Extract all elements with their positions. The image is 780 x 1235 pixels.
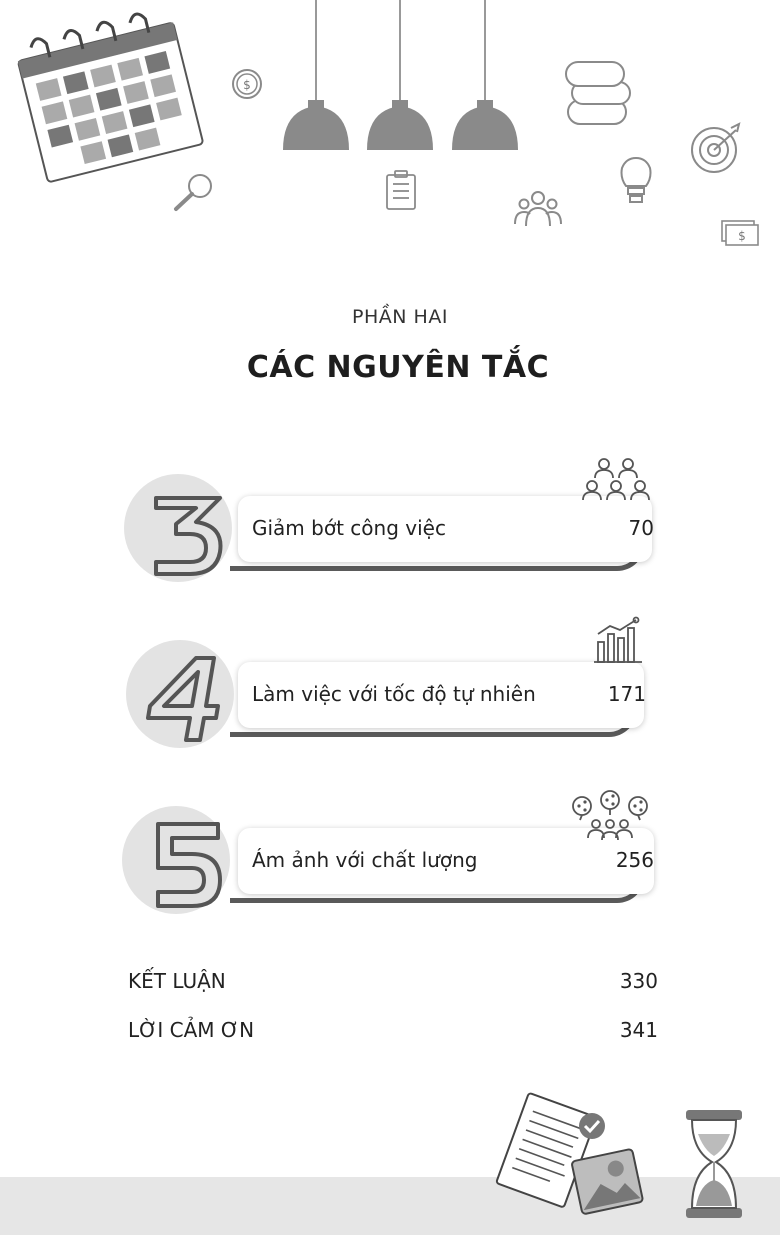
magnifier-icon <box>176 175 211 209</box>
calendar-icon <box>14 6 204 182</box>
header-illustrations <box>0 0 780 260</box>
clipboard-icon <box>387 171 415 209</box>
chapter-page-number: 70 <box>628 516 654 540</box>
target-icon <box>692 124 739 172</box>
end-matter-entry[interactable] <box>128 969 658 993</box>
end-matter-title: KẾT LUẬN <box>128 969 226 993</box>
chapter-page-number: 256 <box>615 848 654 872</box>
checkmark-badge-icon <box>579 1113 605 1139</box>
hourglass-icon <box>686 1110 742 1218</box>
coin-stack-icon <box>566 62 630 124</box>
chapter-entry[interactable] <box>120 452 660 582</box>
end-matter-page-number: 330 <box>619 969 658 993</box>
chapter-title: Làm việc với tốc độ tự nhiên <box>252 682 536 706</box>
part-title: CÁC NGUYÊN TẮC <box>246 350 550 385</box>
part-label: PHẦN HAI <box>352 306 448 328</box>
lamp-icon <box>452 0 518 150</box>
people-icon <box>515 192 561 226</box>
end-matter-title: LỜI CẢM ƠN <box>128 1018 255 1042</box>
chapter-page-number: 171 <box>607 682 646 706</box>
lightbulb-icon <box>622 158 651 202</box>
footer-illustrations <box>480 1090 770 1230</box>
chapter-entry[interactable] <box>120 784 660 914</box>
chapter-title: Giảm bớt công việc <box>252 516 446 540</box>
end-matter-page-number: 341 <box>619 1018 658 1042</box>
chapter-numeral-3 <box>134 478 234 578</box>
chapter-numeral-5 <box>134 810 234 910</box>
chapter-numeral-4 <box>134 644 234 744</box>
chapter-title: Ám ảnh với chất lượng <box>252 848 478 872</box>
network-people-icon <box>570 790 650 842</box>
lamp-icon <box>367 0 433 150</box>
bar-chart-icon <box>592 616 644 666</box>
end-matter-entry[interactable] <box>128 1018 658 1042</box>
coin-symbol: $ <box>243 78 251 92</box>
image-icon <box>571 1149 643 1215</box>
bill-symbol: $ <box>738 229 746 243</box>
lamp-icon <box>283 0 349 150</box>
chapter-entry[interactable] <box>120 618 660 748</box>
people-group-icon <box>582 452 650 504</box>
